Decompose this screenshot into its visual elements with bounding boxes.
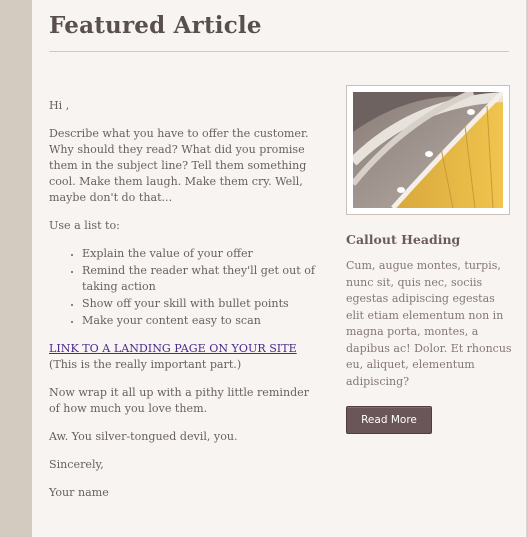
list-item: • Make your content easy to scan bbox=[82, 313, 317, 329]
bullet-list bbox=[49, 246, 317, 329]
page-title: Featured Article bbox=[49, 12, 262, 39]
landing-page-link[interactable]: LINK TO A LANDING PAGE ON YOUR SITE bbox=[49, 342, 297, 355]
article-body bbox=[49, 98, 317, 513]
cta-paragraph bbox=[49, 341, 317, 373]
callout-text: Cum, augue montes, turpis, nunc sit, quis nec, sociis egestas adipiscing egestas elit etiam elementum non in magna porta, montes, a dapibus ac! Dolor. Et rhoncus eu, aliquet, elementum adipiscing? bbox=[346, 259, 512, 388]
wrap-up-paragraph: Now wrap it all up with a pithy little reminder of how much you love them. bbox=[49, 386, 310, 415]
title-divider bbox=[49, 51, 509, 52]
aw-paragraph: Aw. You silver-tongued devil, you. bbox=[49, 430, 238, 443]
callout-heading: Callout Heading bbox=[346, 232, 461, 247]
signature: Your name bbox=[49, 486, 109, 499]
intro-paragraph: Describe what you have to offer the customer. Why should they read? What did you promise them in the subject line? Tell them something cool. Make them laugh. Make them cry. Well, maybe don't do that... bbox=[49, 127, 309, 204]
sign-off: Sincerely, bbox=[49, 458, 104, 471]
read-more-button[interactable]: Read More bbox=[346, 406, 432, 434]
list-item: • Explain the value of your offer bbox=[82, 246, 317, 262]
architecture-photo-icon bbox=[353, 92, 503, 208]
list-item: • Remind the reader what they'll get out of taking action bbox=[82, 263, 317, 295]
list-item: • Show off your skill with bullet points bbox=[82, 296, 317, 312]
callout-image bbox=[346, 85, 510, 215]
greeting: Hi , bbox=[49, 99, 70, 112]
email-content-card bbox=[32, 0, 527, 537]
callout-sidebar bbox=[346, 85, 512, 434]
list-lead: Use a list to: bbox=[49, 219, 120, 232]
left-border-stripe bbox=[0, 0, 32, 537]
cta-suffix: (This is the really important part.) bbox=[49, 358, 242, 371]
